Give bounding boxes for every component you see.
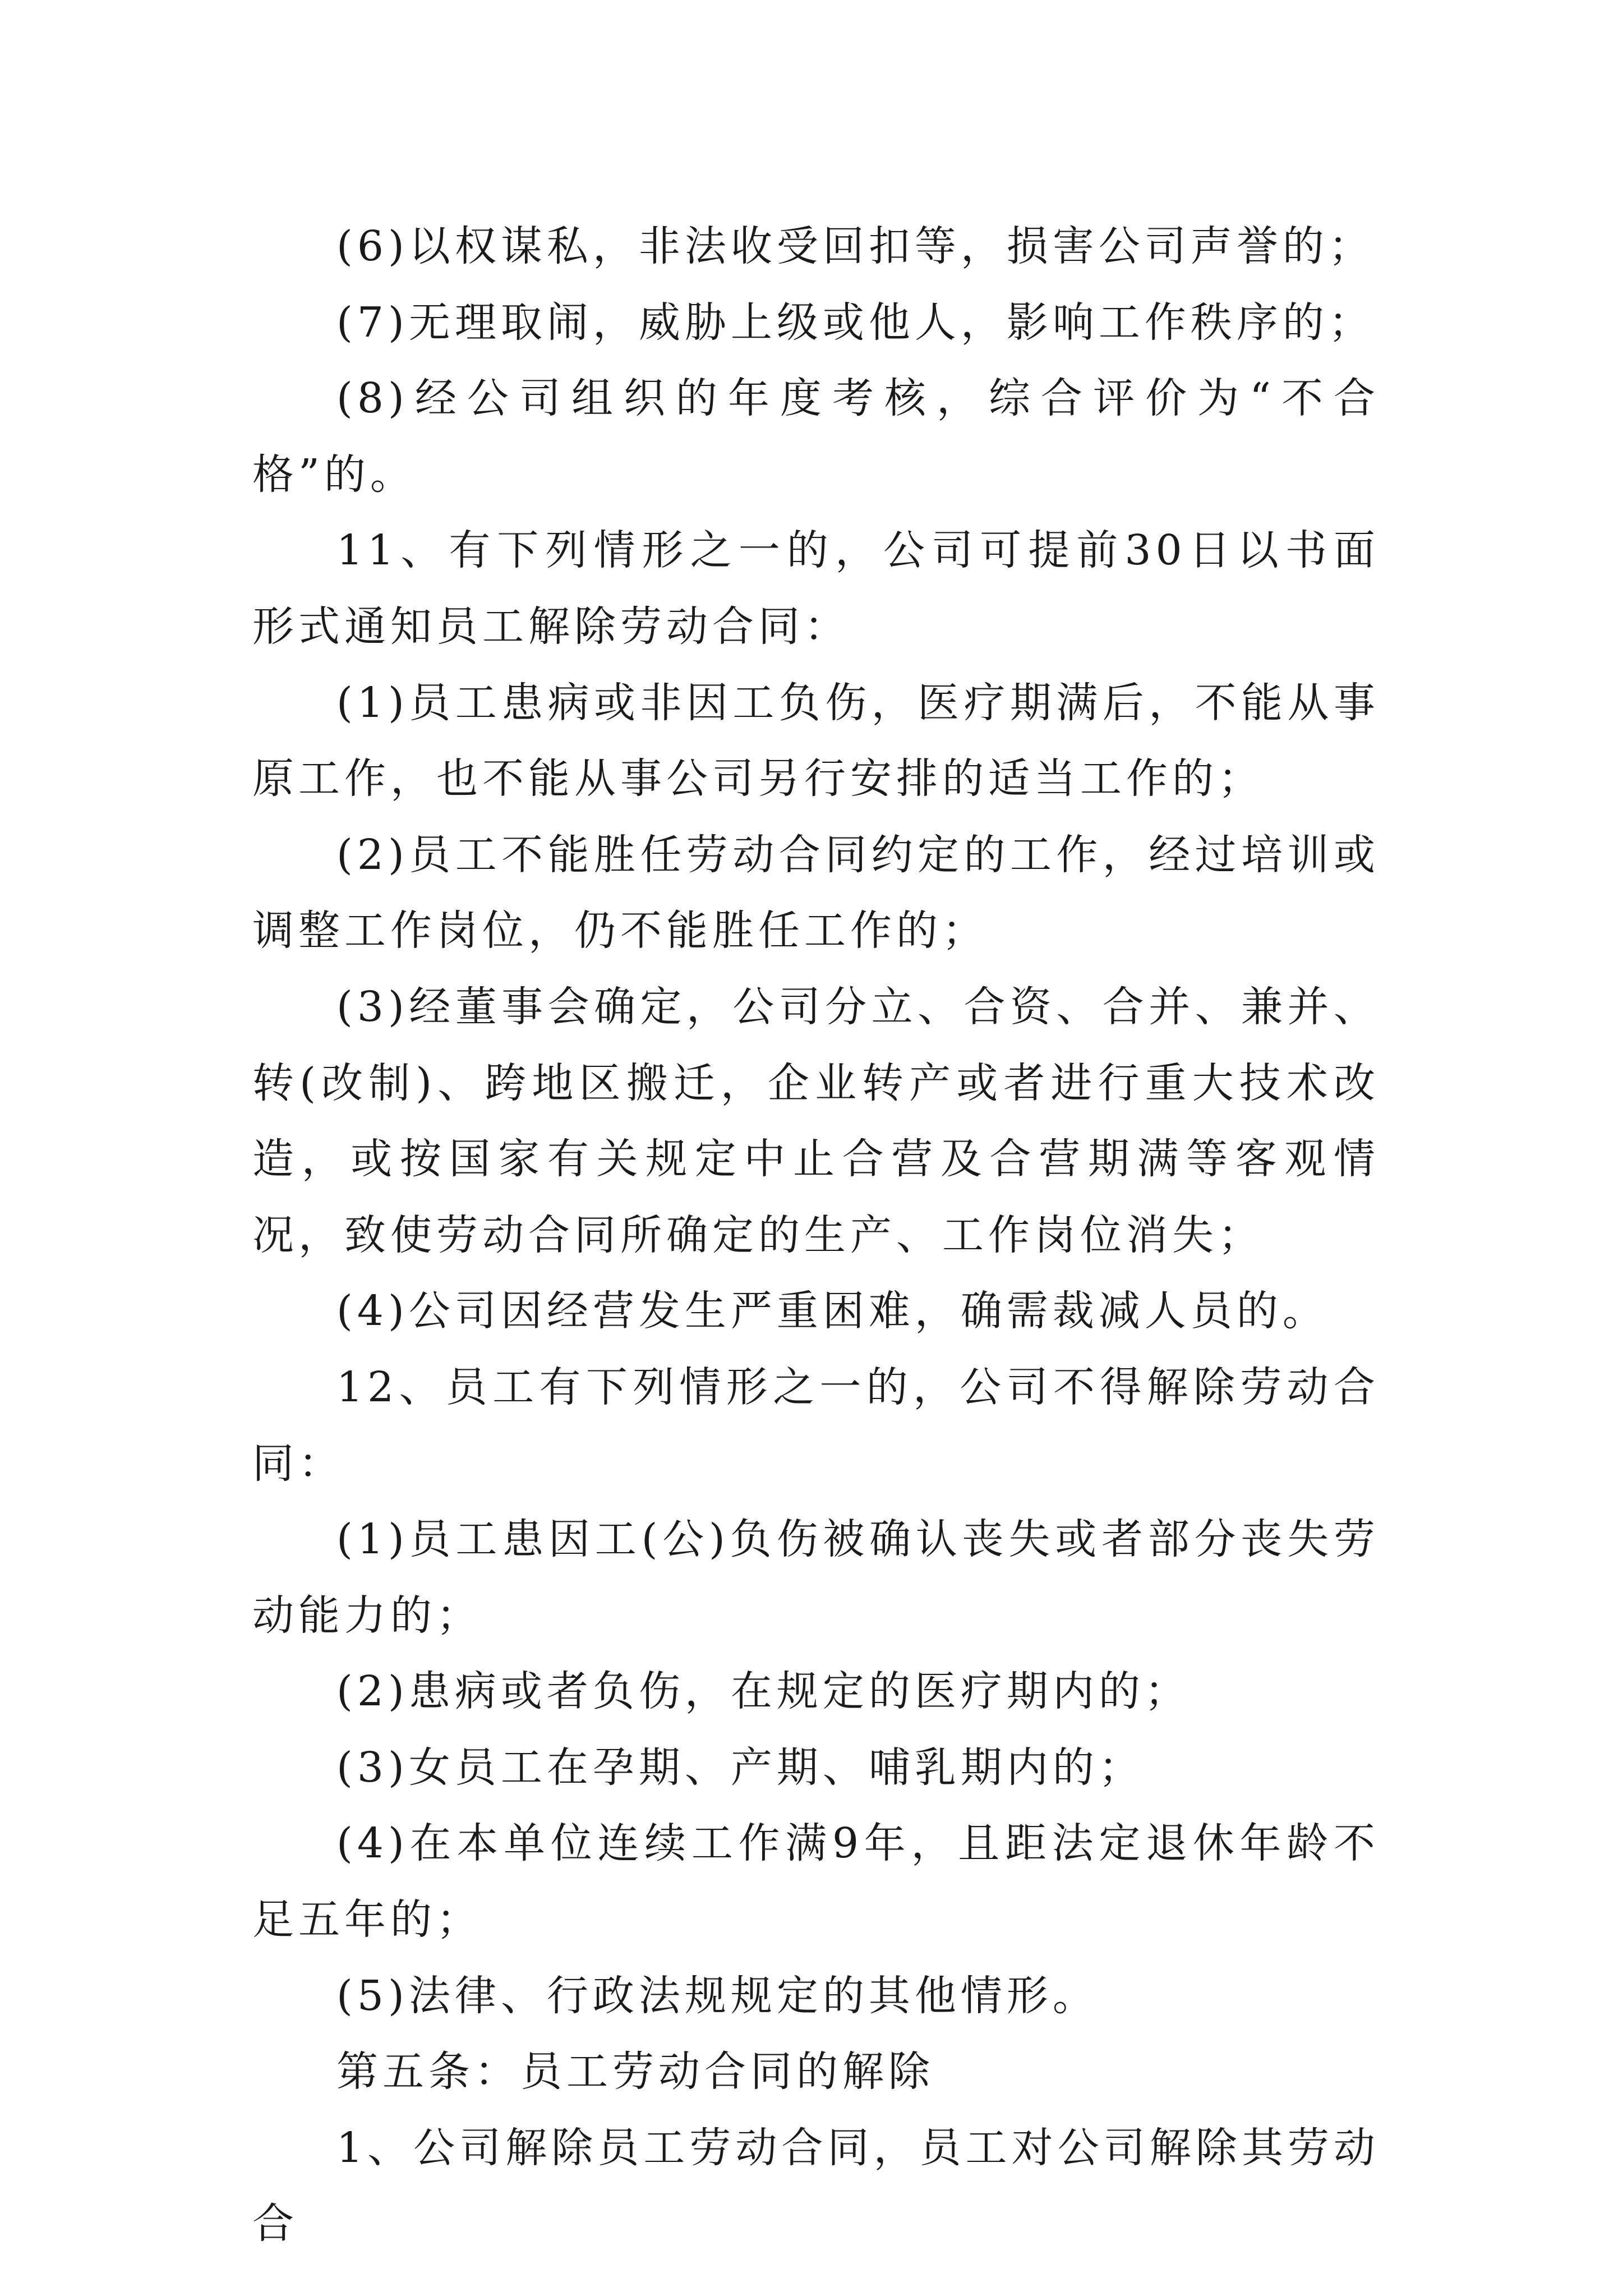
- clause-11-item-3: (3)经董事会确定，公司分立、合资、合并、兼并、转(改制)、跨地区搬迁，企业转产或者进行重大技术改造，或按国家有关规定中止合营及合营期满等客观情况，致使劳动合同所确定的生产、工作岗位消失；: [252, 982, 1380, 1259]
- list-item-7: (7)无理取闹，威胁上级或他人，影响工作秩序的；: [336, 298, 1375, 347]
- clause-12-item-1: (1)员工患因工(公)负伤被确认丧失或者部分丧失劳动能力的；: [252, 1515, 1380, 1640]
- document-body: [252, 209, 1380, 2262]
- clause-12-paragraph: 12、员工有下列情形之一的，公司不得解除劳动合同：: [252, 1363, 1380, 1488]
- article-5-heading: 第五条：员工劳动合同的解除: [336, 2047, 934, 2096]
- clause-11-item-4: (4)公司因经营发生严重困难，确需裁减人员的。: [336, 1287, 1329, 1336]
- clause-12-item-5: (5)法律、行政法规规定的其他情形。: [336, 1971, 1099, 2020]
- clause-11-item-2: (2)员工不能胜任劳动合同约定的工作，经过培训或调整工作岗位，仍不能胜任工作的；: [252, 830, 1380, 955]
- list-item-8: (8)经公司组织的年度考核，综合评价为“不合格”的。: [252, 374, 1380, 499]
- clause-12-item-4: (4)在本单位连续工作满9年，且距法定退休年龄不足五年的；: [252, 1819, 1380, 1944]
- clause-11-paragraph: 11、有下列情形之一的，公司可提前30日以书面形式通知员工解除劳动合同：: [252, 526, 1380, 651]
- clause-12-item-3: (3)女员工在孕期、产期、哺乳期内的；: [336, 1743, 1145, 1792]
- clause-11-item-1: (1)员工患病或非因工负伤，医疗期满后，不能从事原工作，也不能从事公司另行安排的适当工作的；: [252, 678, 1380, 803]
- article-5-clause-1: 1、公司解除员工劳动合同，员工对公司解除其劳动合: [252, 2123, 1380, 2248]
- list-item-6: (6)以权谋私，非法收受回扣等，损害公司声誉的；: [336, 222, 1375, 270]
- clause-12-item-2: (2)患病或者负伤，在规定的医疗期内的；: [336, 1667, 1191, 1716]
